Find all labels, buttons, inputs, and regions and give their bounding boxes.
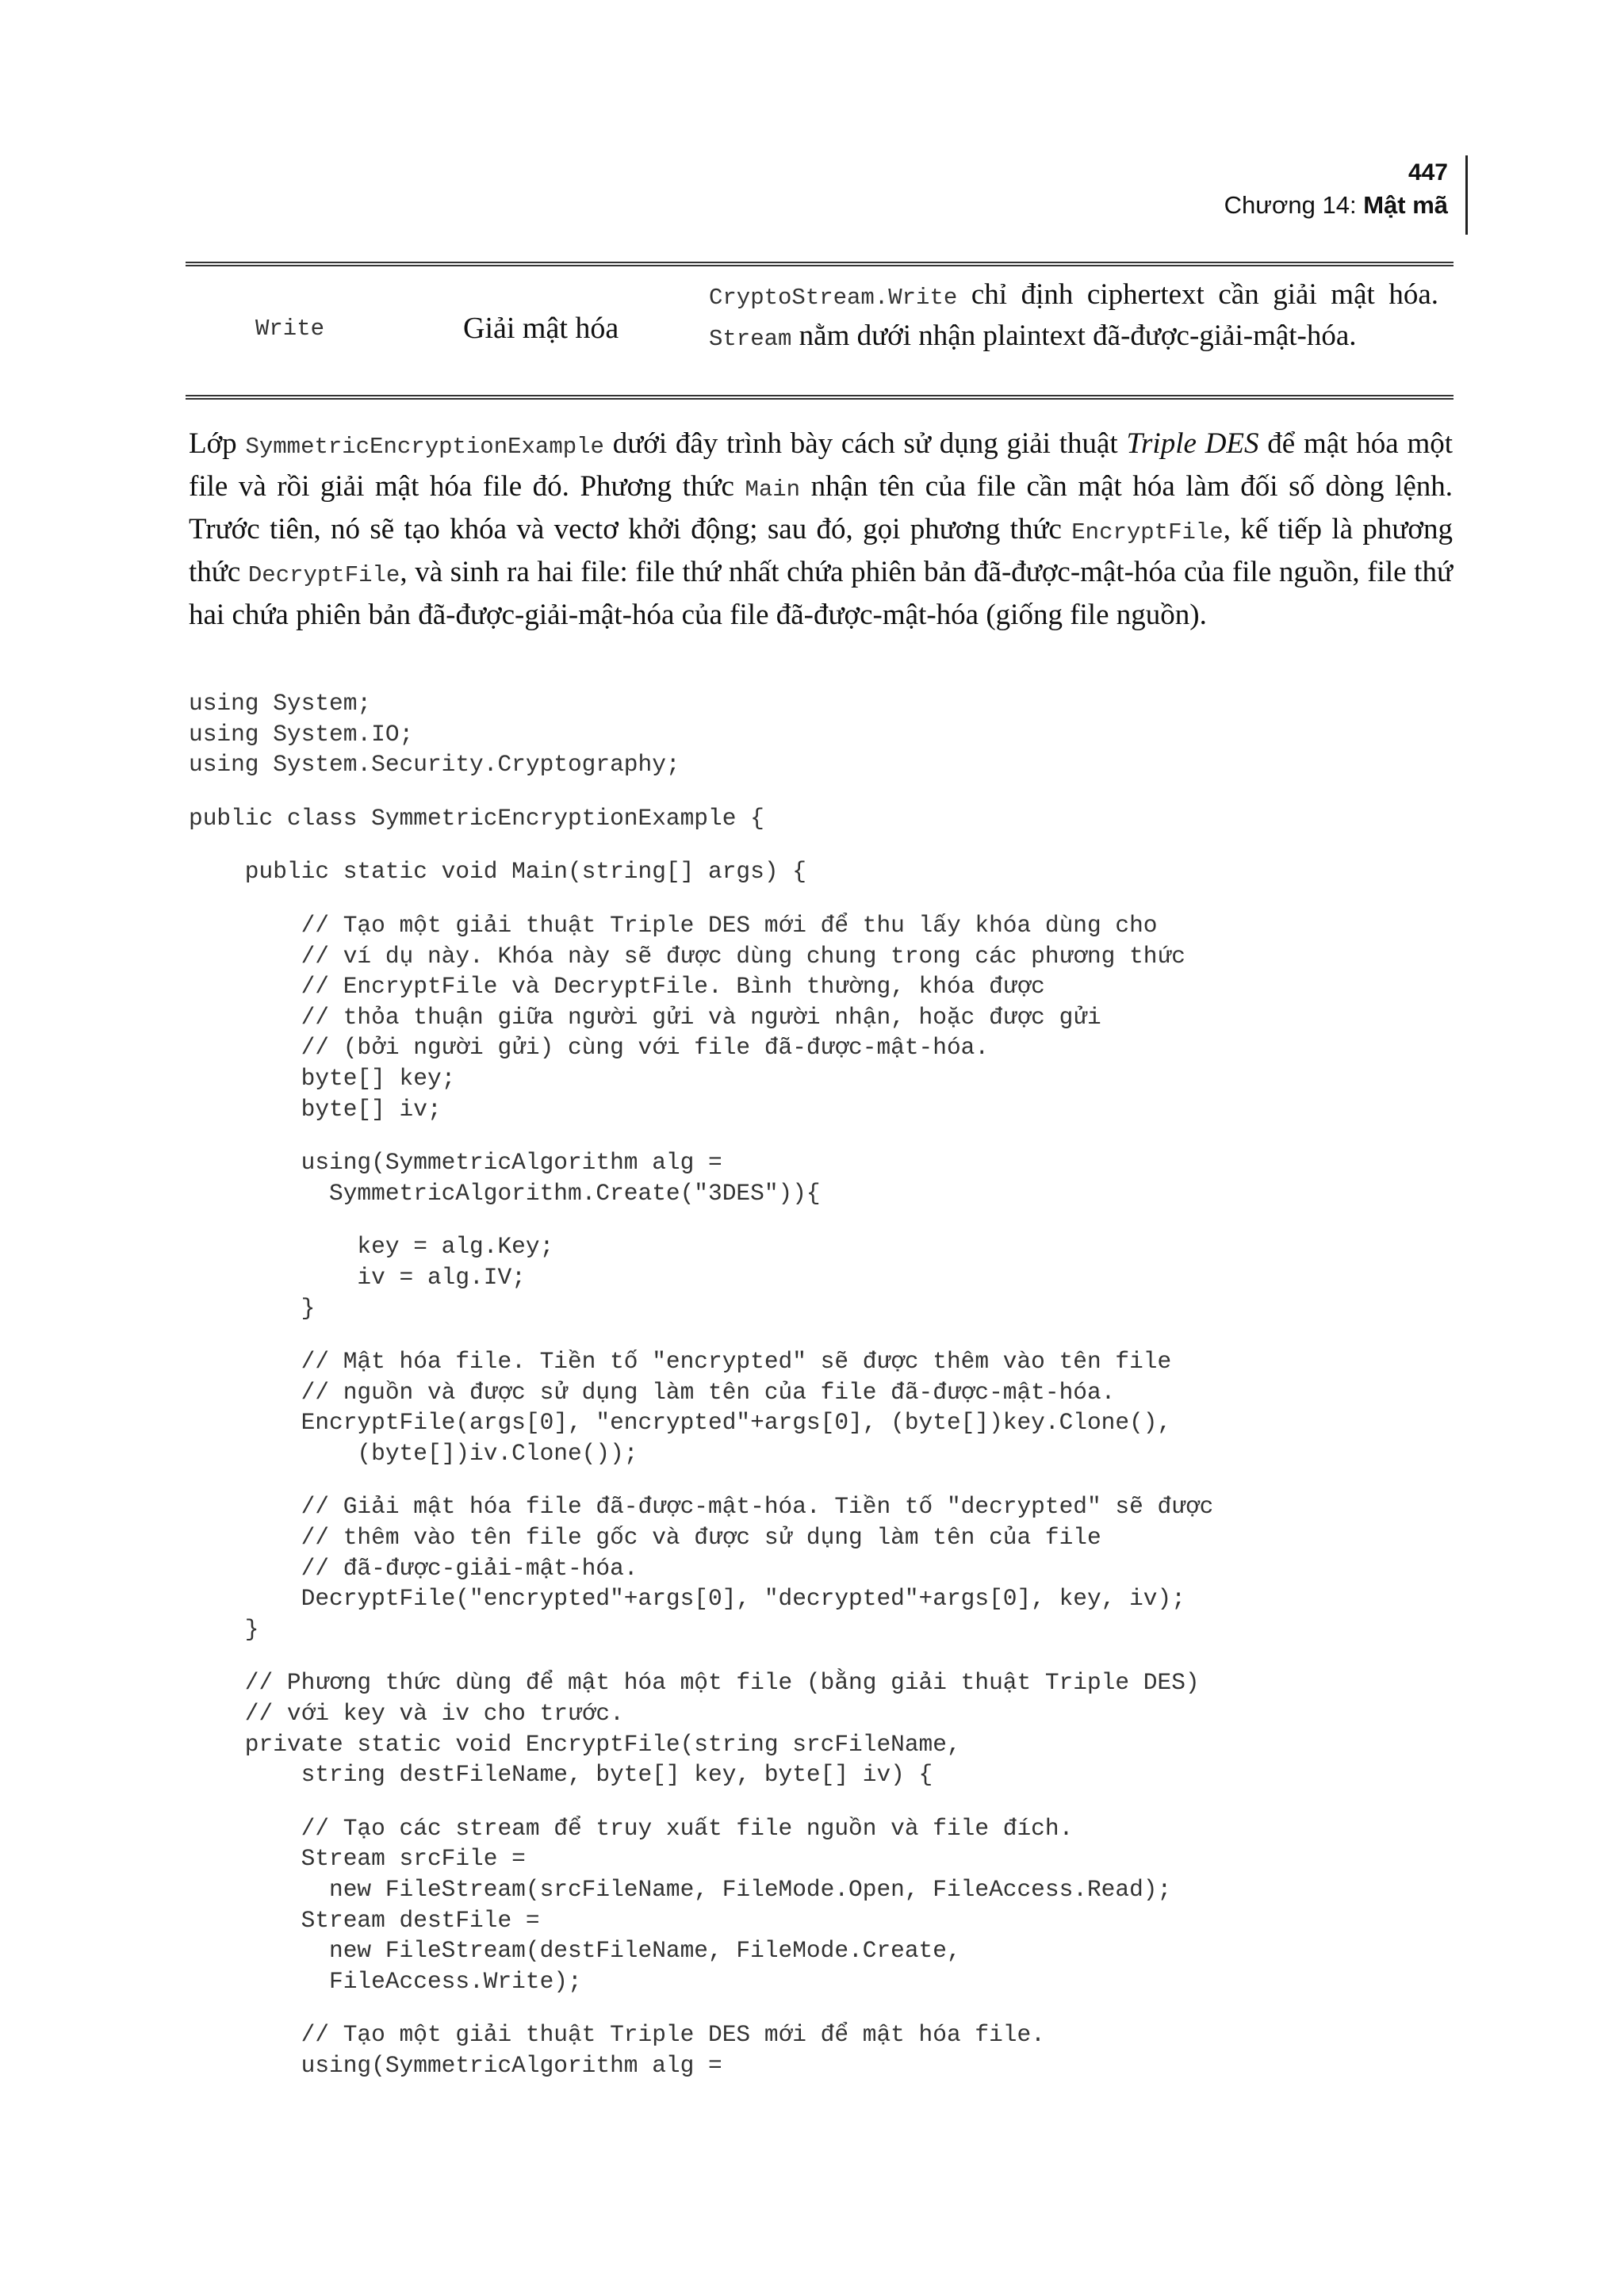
body-paragraph: [189, 424, 1453, 635]
code-line: new FileStream(destFileName, FileMode.Create,: [189, 1937, 961, 1965]
code-line: // (bởi người gửi) cùng với file đã-được-mật-hóa.: [189, 1034, 990, 1062]
running-header: [1224, 157, 1448, 222]
table-text: nằm dưới nhận plaintext đã-được-giải-mật-hóa.: [791, 320, 1357, 352]
code-line: using(SymmetricAlgorithm alg =: [189, 2051, 722, 2079]
code-line: using System;: [189, 690, 372, 717]
code-line: private static void EncryptFile(string srcFileName,: [189, 1730, 961, 1758]
inline-code: Main: [745, 477, 801, 503]
inline-code: EncryptFile: [1071, 519, 1224, 545]
para-text: để mật hóa một file và rồi giải mật hóa file đó. Phương thức: [189, 427, 1453, 503]
code-line: Stream destFile =: [189, 1906, 540, 1934]
code-blank-line: [189, 1323, 1213, 1346]
code-line: // thỏa thuận giữa người gửi và người nhận, hoặc được gửi: [189, 1003, 1101, 1031]
code-line: // với key và iv cho trước.: [189, 1700, 624, 1728]
code-line: FileAccess.Write);: [189, 1967, 582, 1995]
code-line: public class SymmetricEncryptionExample {: [189, 804, 764, 832]
code-line: using(SymmetricAlgorithm alg =: [189, 1149, 722, 1177]
inline-code: CryptoStream.Write: [709, 285, 958, 311]
code-line: }: [189, 1294, 316, 1322]
code-line: // Giải mật hóa file đã-được-mật-hóa. Tiền tố "decrypted" sẽ được: [189, 1493, 1214, 1521]
code-line: // đã-được-giải-mật-hóa.: [189, 1554, 638, 1582]
code-line: Stream srcFile =: [189, 1845, 526, 1873]
para-text: dưới đây trình bày cách sử dụng giải thuật: [603, 427, 1127, 460]
header-vertical-rule: [1465, 155, 1468, 235]
code-line: // EncryptFile và DecryptFile. Bình thường, khóa được: [189, 973, 1045, 1001]
inline-code: Stream: [709, 326, 792, 352]
code-line: // nguồn và được sử dụng làm tên của file đã-được-mật-hóa.: [189, 1378, 1116, 1406]
code-line: SymmetricAlgorithm.Create("3DES")){: [189, 1179, 821, 1207]
code-blank-line: [189, 1996, 1213, 2019]
code-blank-line: [189, 780, 1213, 803]
code-line: public static void Main(string[] args) {: [189, 858, 806, 886]
table-cell-method: Write: [255, 316, 325, 342]
table-top-rule: [186, 262, 1454, 266]
code-line: new FileStream(srcFileName, FileMode.Open, FileAccess.Read);: [189, 1876, 1172, 1903]
inline-code: SymmetricEncryptionExample: [245, 434, 604, 460]
para-text: Lớp: [189, 427, 246, 460]
code-line: iv = alg.IV;: [189, 1263, 526, 1291]
table-cell-description: [709, 276, 1438, 358]
code-line: EncryptFile(args[0], "encrypted"+args[0], (byte[])key.Clone(),: [189, 1409, 1172, 1437]
code-line: byte[] key;: [189, 1064, 456, 1092]
chapter-heading: [1224, 189, 1448, 222]
para-text: , kế tiếp là phương thức: [189, 513, 1453, 588]
code-line: (byte[])iv.Clone());: [189, 1439, 638, 1467]
code-line: // Phương thức dùng để mật hóa một file (bằng giải thuật Triple DES): [189, 1669, 1200, 1697]
code-line: using System.IO;: [189, 720, 414, 748]
code-line: }: [189, 1615, 259, 1643]
code-line: DecryptFile("encrypted"+args[0], "decrypted"+args[0], key, iv);: [189, 1585, 1185, 1613]
code-blank-line: [189, 887, 1213, 910]
code-line: key = alg.Key;: [189, 1233, 554, 1261]
code-listing: [189, 688, 1213, 2081]
para-italic: Triple DES: [1126, 427, 1259, 460]
code-blank-line: [189, 1468, 1213, 1491]
code-line: // Tạo một giải thuật Triple DES mới để mật hóa file.: [189, 2021, 1045, 2049]
code-line: // Tạo một giải thuật Triple DES mới để thu lấy khóa dùng cho: [189, 911, 1158, 939]
code-line: using System.Security.Cryptography;: [189, 751, 680, 779]
code-blank-line: [189, 1644, 1213, 1667]
code-blank-line: [189, 1124, 1213, 1147]
chapter-title: Mật mã: [1363, 191, 1448, 219]
code-blank-line: [189, 1790, 1213, 1813]
code-line: // Mật hóa file. Tiền tố "encrypted" sẽ được thêm vào tên file: [189, 1348, 1172, 1376]
para-text: , và sinh ra hai file: file thứ nhất chứa phiên bản đã-được-mật-hóa của file nguồn, file thứ hai chứa phiên bản đã-được-giải-mật-hóa của file đã-được-mật-hóa (giống file nguồn).: [189, 556, 1454, 631]
inline-code: DecryptFile: [247, 562, 400, 588]
code-line: string destFileName, byte[] key, byte[] iv) {: [189, 1761, 933, 1789]
code-line: // Tạo các stream để truy xuất file nguồn và file đích.: [189, 1814, 1074, 1842]
table-cell-operation: Giải mật hóa: [463, 312, 619, 345]
table-bottom-rule: [186, 395, 1454, 400]
code-blank-line: [189, 833, 1213, 856]
page-number: 447: [1408, 159, 1448, 186]
code-line: // thêm vào tên file gốc và được sử dụng làm tên của file: [189, 1524, 1101, 1552]
para-text: nhận tên của file cần mật hóa làm đối số dòng lệnh. Trước tiên, nó sẽ tạo khóa và vectơ khởi động; sau đó, gọi phương thức: [189, 470, 1453, 545]
code-line: // ví dụ này. Khóa này sẽ được dùng chung trong các phương thức: [189, 942, 1185, 970]
code-blank-line: [189, 1208, 1213, 1231]
table-text: chỉ định ciphertext cần giải mật hóa.: [957, 278, 1438, 311]
chapter-prefix: Chương 14:: [1224, 191, 1364, 219]
code-line: byte[] iv;: [189, 1095, 442, 1123]
